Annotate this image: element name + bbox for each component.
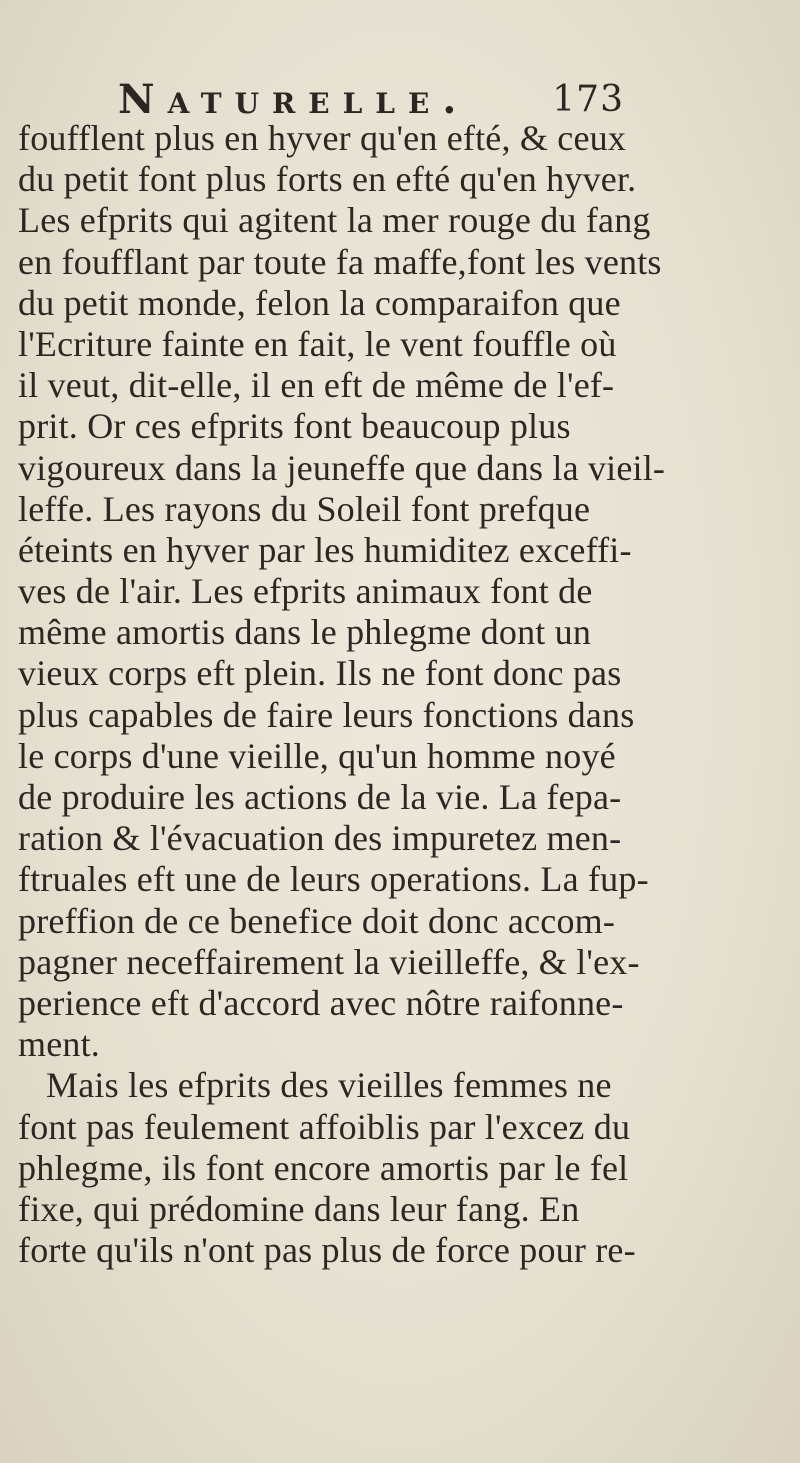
text-line: font pas feulement affoiblis par l'excez du <box>18 1106 631 1147</box>
text-line: ration & l'évacuation des impuretez men- <box>18 818 622 859</box>
text-line: du petit monde, felon la comparaifon que <box>18 282 621 323</box>
text-line: leffe. Les rayons du Soleil font prefque <box>18 488 591 529</box>
text-line: forte qu'ils n'ont pas plus de force pour re- <box>18 1230 636 1271</box>
body-text <box>18 118 800 1271</box>
text-line: le corps d'une vieille, qu'un homme noyé <box>18 735 616 776</box>
page-number: 173 <box>552 79 624 120</box>
text-line: pagner neceffairement la vieilleffe, & l'ex- <box>18 941 640 982</box>
text-line: l'Ecriture fainte en fait, le vent fouffle où <box>18 323 617 364</box>
text-line: du petit font plus forts en efté qu'en hyver. <box>18 159 637 200</box>
text-line: fixe, qui prédomine dans leur fang. En <box>18 1188 580 1229</box>
text-line: vigoureux dans la jeuneffe que dans la vieil- <box>18 447 666 488</box>
text-line: perience eft d'accord avec nôtre raifonne- <box>18 982 624 1023</box>
paragraph-start-line: Mais les efprits des vieilles femmes ne <box>46 1065 612 1106</box>
text-line: ves de l'air. Les efprits animaux font de <box>18 571 593 612</box>
text-line: ment. <box>18 1024 100 1065</box>
text-line: vieux corps eft plein. Ils ne font donc pas <box>18 653 622 694</box>
text-line: il veut, dit-elle, il en eft de même de l'ef- <box>18 365 615 406</box>
text-line: prit. Or ces efprits font beaucoup plus <box>18 406 571 447</box>
text-line: éteints en hyver par les humiditez exceffi- <box>18 529 632 570</box>
text-line: preffion de ce benefice doit donc accom- <box>18 900 616 941</box>
text-line: foufflent plus en hyver qu'en efté, & ceux <box>18 118 627 158</box>
text-line: Les efprits qui agitent la mer rouge du fang <box>18 200 651 241</box>
text-line: même amortis dans le phlegme dont un <box>18 612 592 653</box>
text-line: ftruales eft une de leurs operations. La fup- <box>18 859 649 900</box>
running-title: Naturelle. <box>118 76 470 123</box>
text-line: phlegme, ils font encore amortis par le fel <box>18 1147 629 1188</box>
text-line: plus capables de faire leurs fonctions dans <box>18 694 635 735</box>
text-line: en foufflant par toute fa maffe,font les vents <box>18 241 662 282</box>
text-line: de produire les actions de la vie. La fepa- <box>18 777 622 817</box>
